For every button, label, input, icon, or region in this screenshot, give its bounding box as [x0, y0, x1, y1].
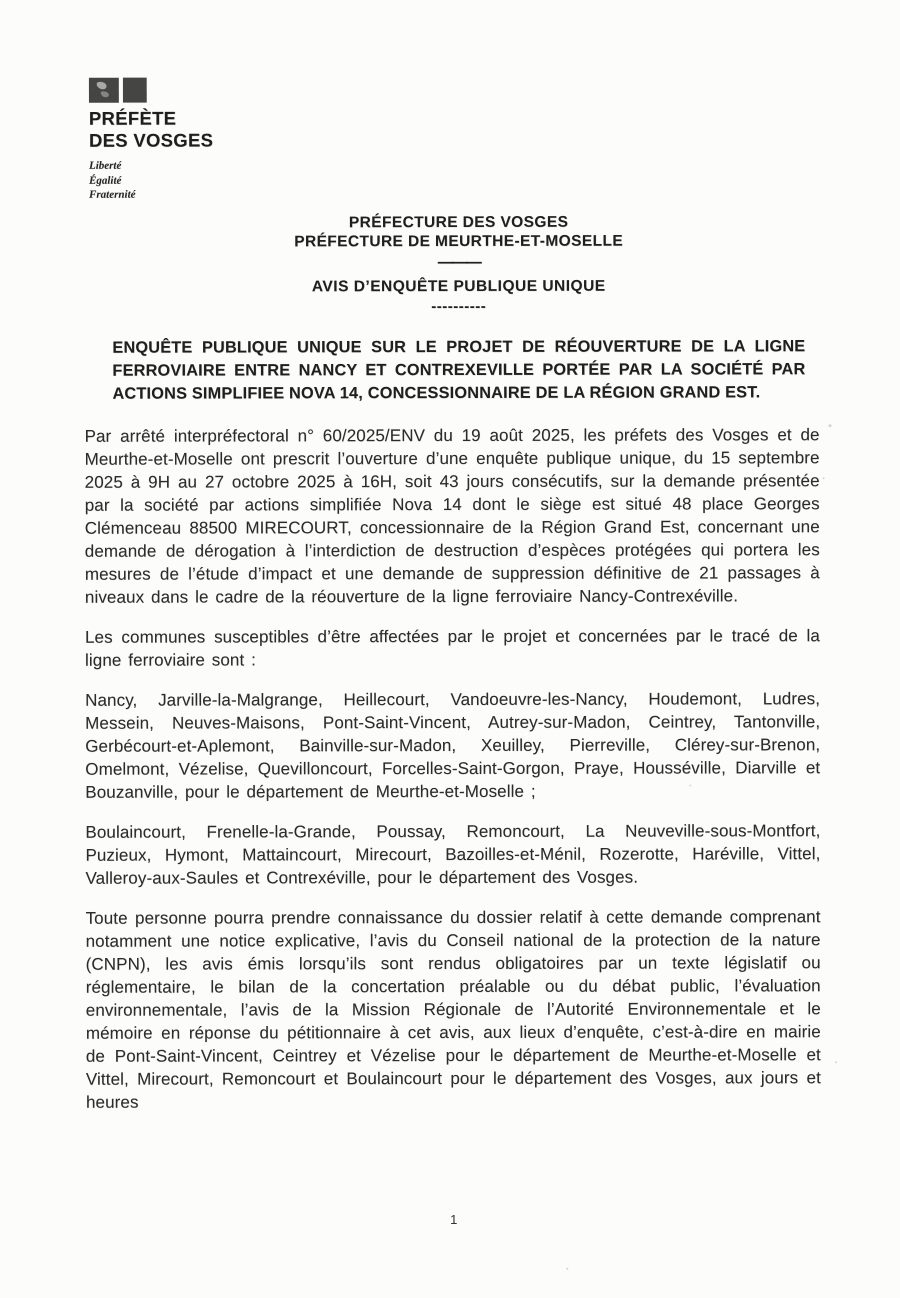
enquiry-subject-heading: ENQUÊTE PUBLIQUE UNIQUE SUR LE PROJET DE RÉOUVERTURE DE LA LIGNE FERROVIAIRE ENTRE NANCY ET CONTREXEVILLE PORTÉE PAR LA SOCIÉTÉ PAR ACTIONS SIMPLIFIEE NOVA 14, CONCESSIONNAIRE DE LA RÉGION GRAND EST. — [112, 337, 806, 403]
scan-speck — [566, 1268, 568, 1270]
motto-fraternite: Fraternité — [89, 188, 136, 201]
republic-motto — [89, 158, 213, 202]
paragraph-communes-vosges: Boulaincourt, Frenelle-la-Grande, Poussay, Remoncourt, La Neuveville-sous-Montfort, Puzieux, Hymont, Mattaincourt, Mirecourt, Bazoilles-et-Ménil, Rozerotte, Haréville, Vittel, Valleroy-aux-Saules et Contrexéville, pour le département des Vosges. — [85, 821, 821, 888]
prefecture-name-line1: PRÉFÈTE — [88, 107, 177, 129]
title-prefecture-vosges: PRÉFECTURE DES VOSGES — [348, 213, 569, 232]
notice-body — [85, 423, 821, 1131]
marianne-logo-icon — [89, 77, 147, 104]
notice-subtitle: AVIS D’ENQUÊTE PUBLIQUE UNIQUE — [311, 277, 606, 296]
prefecture-name-line2: DES VOSGES — [88, 129, 214, 151]
paragraph-communes-meurthe-et-moselle: Nancy, Jarville-la-Malgrange, Heillecourt, Vandoeuvre-les-Nancy, Houdemont, Ludres, Messein, Neuves-Maisons, Pont-Saint-Vincent, Autrey-sur-Madon, Ceintrey, Tantonville, Gerbécourt-et-Aplemont, Bainville-sur-Madon, Xeuilley, Pierreville, Clérey-sur-Brenon, Omelmont, Vézelise, Quevilloncourt, Forcelles-Saint-Gorgon, Praye, Housséville, Diarville et Bouzanville, pour le département de Meurthe-et-Moselle ; — [85, 689, 821, 802]
scan-speck — [823, 477, 825, 479]
motto-liberte: Liberté — [88, 159, 122, 172]
separator-dotted: ---------- — [431, 297, 487, 316]
motto-egalite: Égalité — [89, 174, 122, 187]
separator-dash: ——— — [437, 253, 480, 272]
page-number: 1 — [450, 1211, 458, 1228]
title-block — [91, 212, 826, 315]
paragraph-dossier-consultation: Toute personne pourra prendre connaissance du dossier relatif à cette demande comprenant notamment une notice explicative, l’avis du Conseil national de la protection de la nature (CNPN), les avis émis lorsqu’ils sont rendus obligatoires par un texte législatif ou réglementaire, le bilan de la concertation préalable ou du débat public, l’évaluation environnementale, l’avis de la Mission Régionale de l’Autorité Environnementale et le mémoire en réponse du pétitionnaire à cet avis, aux lieux d’enquête, c’est-à-dire en mairie de Pont-Saint-Vincent, Ceintrey et Vézelise pour le département de Meurthe-et-Moselle et Vittel, Mirecourt, Remoncourt et Boulaincourt pour le département des Vosges, aux jours et heures — [85, 907, 821, 1112]
scan-speck — [689, 784, 691, 786]
title-prefecture-meurthe: PRÉFECTURE DE MEURTHE-ET-MOSELLE — [294, 232, 624, 251]
scan-speck — [835, 1061, 837, 1063]
scan-speck — [694, 631, 696, 633]
scan-speck — [829, 424, 832, 427]
paragraph-arrete: Par arrêté interpréfectoral n° 60/2025/ENV du 19 août 2025, les préfets des Vosges et de Meurthe-et-Moselle ont prescrit l’ouverture d’une enquête publique unique, du 15 septembre 2025 à 9H au 27 octobre 2025 à 16H, soit 43 jours consécutifs, sur la demande présentée par la société par actions simplifiée Nova 14 dont le siège est situé 48 place Georges Clémenceau 88500 MIRECOURT, concessionnaire de la Région Grand Est, concernant une demande de dérogation à l’interdiction de destruction d’espèces protégées qui portera les mesures de l’étude d’impact et une demande de suppression définitive de 21 passages à niveaux dans le cadre de la réouverture de la ligne ferroviaire Nancy-Contrexéville. — [84, 425, 820, 607]
prefecture-header — [89, 76, 214, 202]
paragraph-communes-intro: Les communes susceptibles d’être affectées par le projet et concernées par le tracé de la ligne ferroviaire sont : — [84, 626, 820, 670]
prefecture-name — [89, 107, 213, 151]
